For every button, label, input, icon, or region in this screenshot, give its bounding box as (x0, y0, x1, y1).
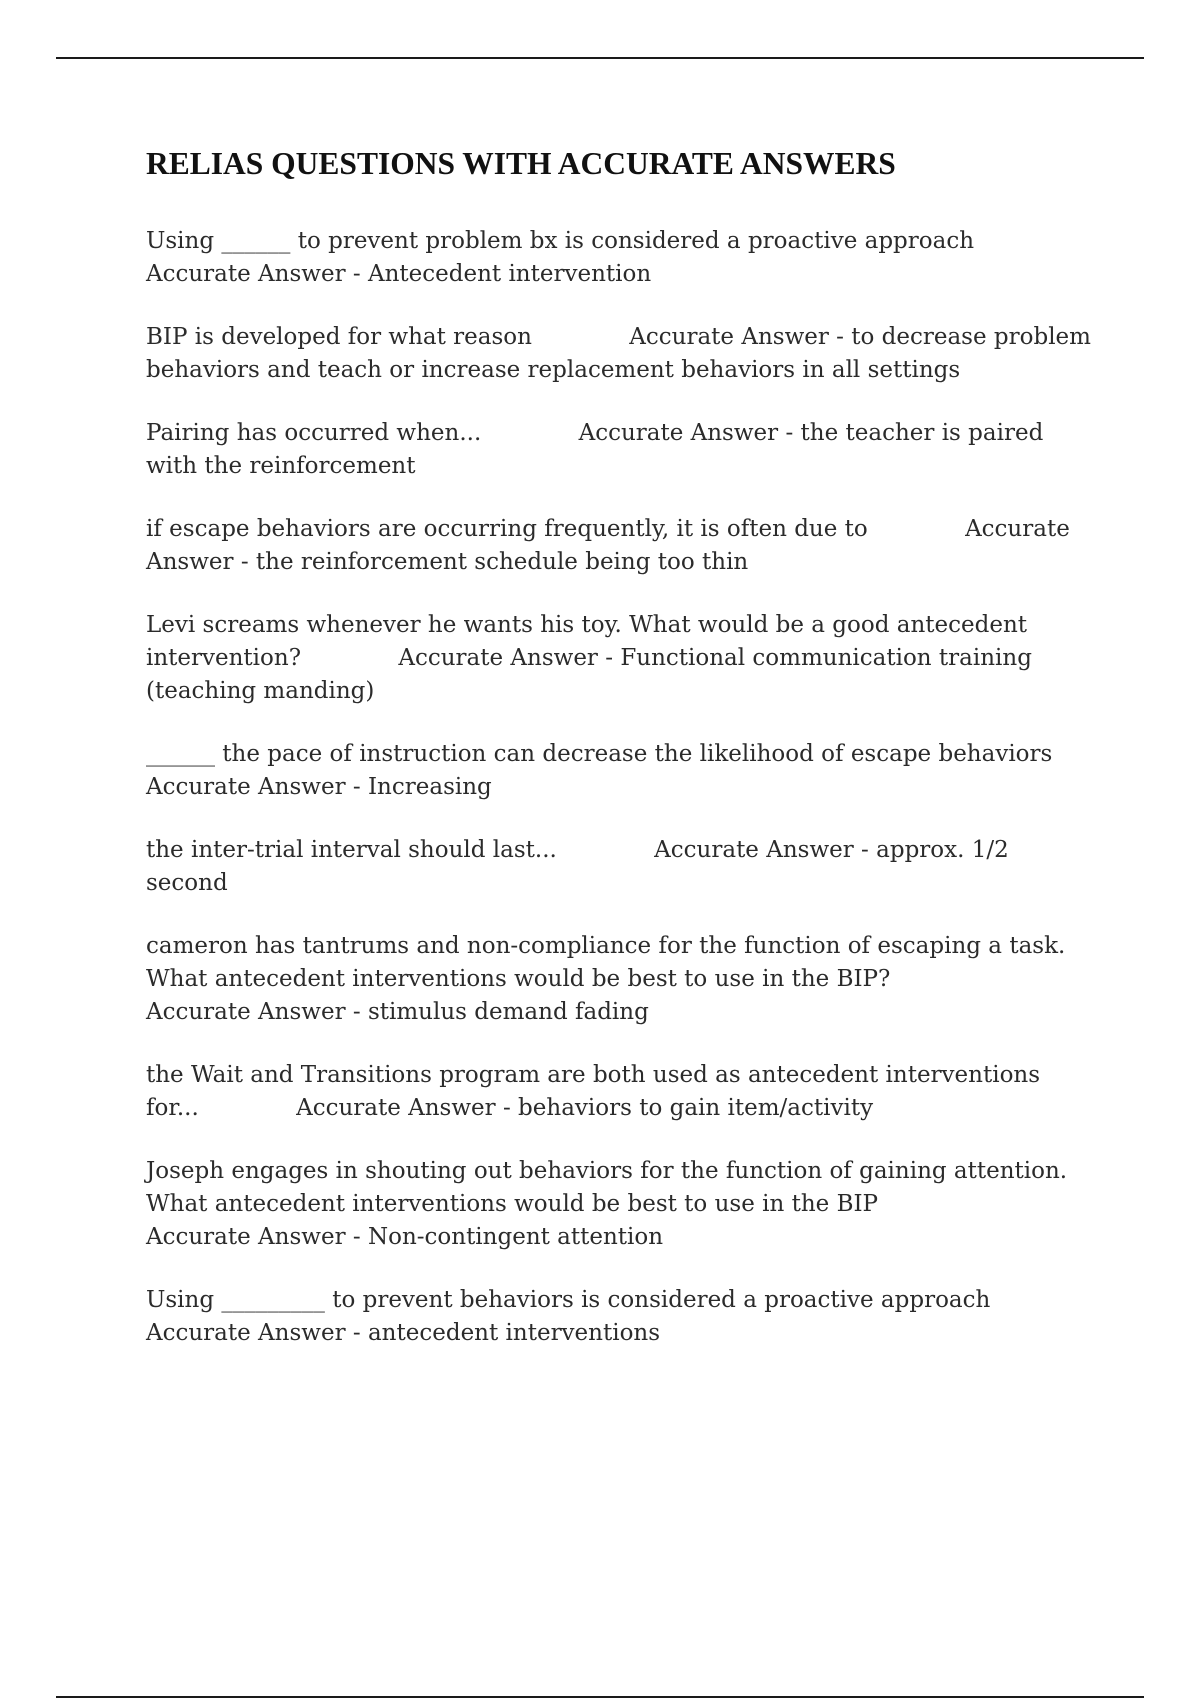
qa-item (146, 417, 1096, 483)
answer-text: Accurate Answer - to decrease problem behaviors and teach or increase replacement behaviors in all settings (146, 323, 1091, 383)
answer-text: Accurate Answer - approx. 1/2 second (146, 836, 1009, 896)
question-text: ______ the pace of instruction can decrease the likelihood of escape behaviors (146, 740, 1053, 767)
question-text: Pairing has occurred when... (146, 419, 482, 446)
answer-text: Accurate Answer - stimulus demand fading (146, 998, 649, 1025)
question-text: the Wait and Transitions program are both used as antecedent interventions for... (146, 1061, 1041, 1121)
answer-text: Accurate Answer - Antecedent intervention (146, 260, 652, 287)
qa-item (146, 1284, 1096, 1350)
answer-text: Accurate Answer - antecedent interventions (146, 1319, 661, 1346)
qa-item (146, 1155, 1096, 1254)
answer-text: Accurate Answer - the reinforcement schedule being too thin (146, 515, 1070, 575)
question-text: Using ______ to prevent problem bx is considered a proactive approach (146, 227, 975, 254)
top-rule (56, 57, 1144, 59)
qa-item (146, 609, 1096, 708)
question-text: the inter-trial interval should last... (146, 836, 557, 863)
document-content (146, 144, 1096, 1380)
qa-item (146, 930, 1096, 1029)
bottom-rule (56, 1696, 1144, 1698)
qa-item (146, 738, 1096, 804)
qa-item (146, 225, 1096, 291)
question-text: Joseph engages in shouting out behaviors for the function of gaining attention. What antecedent interventions would be best to use in the BIP (146, 1157, 1068, 1217)
question-text: Using _________ to prevent behaviors is considered a proactive approach (146, 1286, 991, 1313)
answer-text: Accurate Answer - Functional communication training (teaching manding) (146, 644, 1032, 704)
answer-text: Accurate Answer - behaviors to gain item/activity (296, 1094, 874, 1121)
qa-item (146, 513, 1096, 579)
question-text: if escape behaviors are occurring frequently, it is often due to (146, 515, 868, 542)
qa-item (146, 1059, 1096, 1125)
question-text: Levi screams whenever he wants his toy. What would be a good antecedent intervention? (146, 611, 1027, 671)
qa-item (146, 834, 1096, 900)
answer-text: Accurate Answer - the teacher is paired with the reinforcement (146, 419, 1044, 479)
answer-text: Accurate Answer - Increasing (146, 773, 492, 800)
qa-item (146, 321, 1096, 387)
document-title: RELIAS QUESTIONS WITH ACCURATE ANSWERS (146, 146, 896, 181)
answer-text: Accurate Answer - Non-contingent attention (146, 1223, 664, 1250)
question-text: BIP is developed for what reason (146, 323, 532, 350)
question-text: cameron has tantrums and non-compliance for the function of escaping a task. What antecedent interventions would be best to use in the BIP? (146, 932, 1066, 992)
